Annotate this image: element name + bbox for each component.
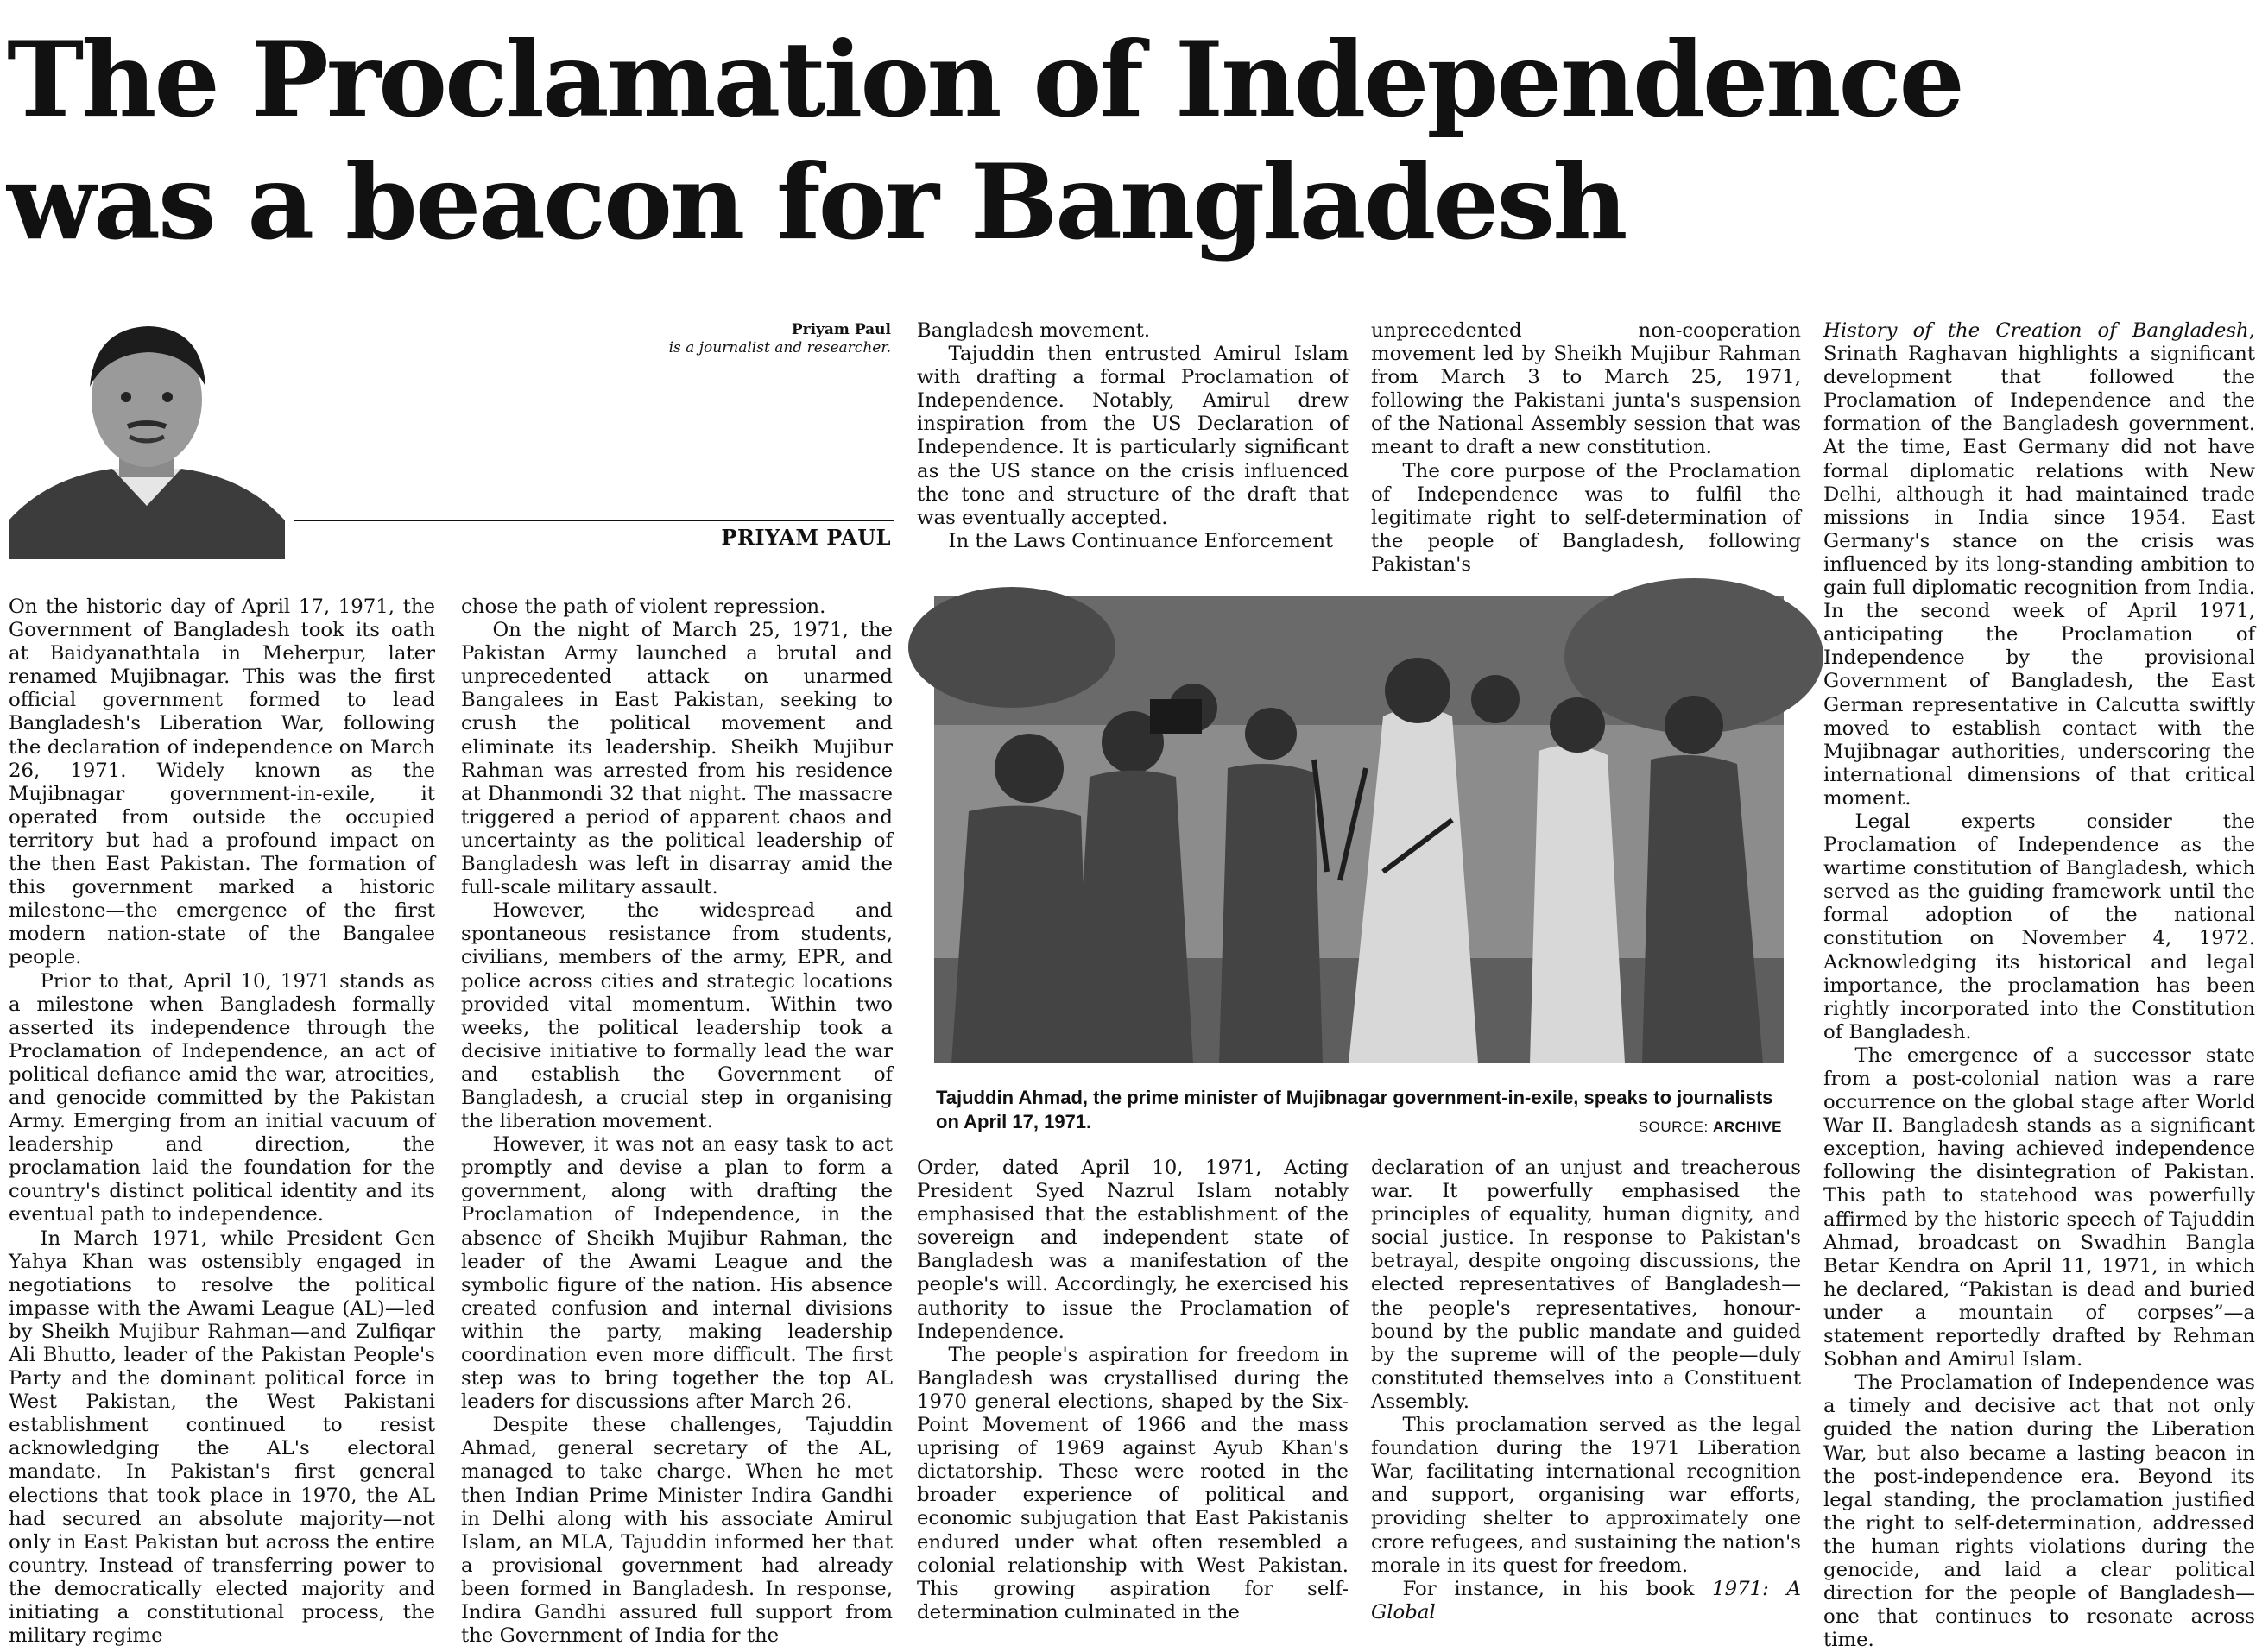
paragraph: The core purpose of the Proclamation of Independence was to fulfil the legitimate right to self-determination of the people of Bangladesh, following Pakistan's xyxy=(1371,459,1801,576)
author-photo xyxy=(9,300,285,559)
paragraph: However, it was not an easy task to act promptly and devise a plan to form a government, along with drafting the Proclamation of Independence, in the absence of Sheikh Mujibur Rahman, the leader of the Awami League and the symbolic figure of the nation. His absence created confusion and internal divisions within the party, making leadership coordination even more difficult. The first step was to bring together the top AL leaders for discussions after March 26. xyxy=(461,1133,893,1414)
paragraph: On the night of March 25, 1971, the Pakistan Army launched a brutal and unprecedented attack on unarmed Bangalees in East Pakistan, seeking to crush the political movement and eliminate its leadership. Sheikh Mujibur Rahman was arrested from his residence at Dhanmondi 32 that night. The massacre triggered a period of apparent chaos and uncertainty as the political leadership of Bangladesh was left in disarray amid the full-scale military assault. xyxy=(461,619,893,899)
headline-line-1: The Proclamation of Independence xyxy=(7,19,1962,141)
headline xyxy=(7,19,2252,264)
source-value: ARCHIVE xyxy=(1712,1119,1782,1135)
photo-source xyxy=(1639,1119,1782,1136)
archive-photo xyxy=(934,596,1784,1063)
paragraph: chose the path of violent repression. xyxy=(461,596,826,618)
text-run: , Srinath Raghavan highlights a significant development that followed the Proclamation of Independence and the formation of the Bangladesh government. At the time, East Germany did not have formal diplomatic relations with New Delhi, although it had maintained trade missions in India since 1954. East Germany's stance on the crisis was influenced by its long-standing ambition to gain full diplomatic recognition from India. In the second week of April 1971, anticipating the Proclamation of Independence by the provisional Government of Bangladesh, the East German representative in Calcutta swiftly moved to establish contact with the Mujibnagar authorities, underscoring the international dimensions of that critical moment. xyxy=(1823,319,2255,810)
paragraph: Despite these challenges, Tajuddin Ahmad, general secretary of the AL, managed to take charge. When he met then Indian Prime Minister Indira Gandhi in Delhi along with his associate Amirul Islam, an MLA, Tajuddin informed her that a provisional government had already been formed in Bangladesh. In response, Indira Gandhi assured full support from the Government of India for the xyxy=(461,1414,893,1648)
paragraph: On the historic day of April 17, 1971, the Government of Bangladesh took its oath at Baidyanathtala in Meherpur, later renamed Mujibnagar. This was the first official government formed to lead Bangladesh's Liberation War, following the declaration of independence on March 26, 1971. Widely known as the Mujibnagar government-in-exile, it operated from outside the occupied territory but had a profound impact on the then East Pakistan. The formation of this government marked a historic milestone—the emergence of the first modern nation-state of the Bangalee people. xyxy=(9,596,435,969)
photo-caption: Tajuddin Ahmad, the prime minister of Mujibnagar government-in-exile, speaks to journalists on April 17, 1971. xyxy=(936,1087,1773,1132)
paragraph: In March 1971, while President Gen Yahya Khan was ostensibly engaged in negotiations to resolve the political impasse with the Awami League (AL)—led by Sheikh Mujibur Rahman—and Zulfiqar Ali Bhutto, leader of the Pakistan People's Party and the dominant political force in West Pakistan, the West Pakistani establishment continued to resist acknowledging the AL's electoral mandate. In Pakistan's first general elections that took place in 1970, the AL had secured an absolute majority—not only in East Pakistan but across the entire country. Instead of transferring power to the democratically elected majority and initiating a constitutional process, the military regime xyxy=(9,1226,435,1648)
byline-rule xyxy=(294,520,894,521)
paragraph: The emergence of a successor state from a post-colonial nation was a rare occurrence on the global stage after World War II. Bangladesh stands as a significant exception, having achieved independence following the disintegration of Pakistan. This path to statehood was powerfully affirmed by the historic speech of Tajuddin Ahmad, broadcast on Swadhin Bangla Betar Kendra on April 11, 1971, in which he declared, “Pakistan is dead and buried under a mountain of corpses”—a statement reportedly drafted by Rehman Sobhan and Amirul Islam. xyxy=(1823,1044,2255,1371)
column-1 xyxy=(9,596,435,1648)
paragraph: Tajuddin then entrusted Amirul Islam with drafting a formal Proclamation of Independence. Notably, Amirul drew inspiration from the US Declaration of Independence. It is particularly significant as the US stance on the crisis influenced the tone and structure of the draft that was eventually accepted. xyxy=(917,343,1349,529)
book-title: 1971: A Global xyxy=(1371,1577,1801,1624)
column-3-top xyxy=(917,319,1349,563)
paragraph: The Proclamation of Independence was a timely and decisive act that not only guided the nation during the Liberation War, but also became a lasting beacon in the post-independence era. Beyond its legal standing, the proclamation justified the right to self-determination, addressed the human rights violations during the genocide, and laid a clear political direction for the people of Bangladesh—one that continues to resonate across time. xyxy=(1823,1371,2255,1652)
paragraph: Bangladesh movement. xyxy=(917,319,1151,342)
paragraph xyxy=(1823,319,2255,810)
source-label: SOURCE: xyxy=(1638,1119,1709,1135)
column-3-bottom xyxy=(917,1157,1349,1624)
author-tag: PRIYAM PAUL xyxy=(721,525,891,550)
column-5 xyxy=(1823,319,2255,1652)
paragraph: In the Laws Continuance Enforcement xyxy=(948,529,1334,552)
paragraph: However, the widespread and spontaneous resistance from students, civilians, members of the army, EPR, and police across cities and strategic locations provided vital momentum. Within two weeks, the political leadership took a decisive initiative to formally lead the war and establish the Government of Bangladesh, a crucial step in organising the liberation movement. xyxy=(461,899,893,1133)
paragraph: Legal experts consider the Proclamation of Independence as the wartime constitution of Bangladesh, which served as the guiding framework until the formal adoption of the national constitution on November 4, 1972. Acknowledging its historical and legal importance, the proclamation has been rightly incorporated into the Constitution of Bangladesh. xyxy=(1823,810,2255,1044)
text-run: For instance, in his book xyxy=(1402,1577,1713,1600)
paragraph: declaration of an unjust and treacherous war. It powerfully emphasised the principles of equality, human dignity, and social justice. In response to Pakistan's betrayal, despite ongoing discussions, the elected representatives of Bangladesh—the people's representatives, honour-bound by the public mandate and guided by the supreme will of the people—duly constituted themselves into a Constituent Assembly. xyxy=(1371,1157,1801,1413)
byline-description: is a journalist and researcher. xyxy=(668,339,891,356)
column-2 xyxy=(461,596,893,1648)
headline-line-2: was a beacon for Bangladesh xyxy=(7,142,1626,263)
column-4-top xyxy=(1371,319,1801,576)
paragraph: This proclamation served as the legal foundation during the 1971 Liberation War, facilitating international recognition and support, organising war efforts, providing shelter to approximately one crore refugees, and sustaining the nation's morale in its quest for freedom. xyxy=(1371,1414,1801,1577)
book-title: History of the Creation of Bangladesh xyxy=(1823,319,2249,342)
paragraph: unprecedented non-cooperation movement led by Sheikh Mujibur Rahman from March 3 to March 25, 1971, following the Pakistani junta's suspension of the National Assembly session that was meant to draft a new constitution. xyxy=(1371,319,1801,459)
paragraph xyxy=(1371,1578,1801,1624)
paragraph: Prior to that, April 10, 1971 stands as a milestone when Bangladesh formally asserted its independence through the Proclamation of Independence, an act of political defiance amid the war, atrocities, and genocide committed by the Pakistan Army. Emerging from an initial vacuum of leadership and direction, the proclamation laid the foundation for the country's distinct political identity and its eventual path to independence. xyxy=(9,969,435,1226)
paragraph: The people's aspiration for freedom in Bangladesh was crystallised during the 1970 general elections, shaped by the Six-Point Movement of 1966 and the mass uprising of 1969 against Ayub Khan's dictatorship. These were rooted in the broader experience of political and economic subjugation that East Pakistanis endured under what often resembled a colonial relationship with West Pakistan. This growing aspiration for self-determination culminated in the xyxy=(917,1343,1349,1624)
byline xyxy=(669,321,891,357)
column-4-bottom xyxy=(1371,1157,1801,1624)
paragraph: Order, dated April 10, 1971, Acting President Syed Nazrul Islam notably emphasised that the establishment of the sovereign and independent state of Bangladesh was a manifestation of the people's will. Accordingly, he exercised his authority to issue the Proclamation of Independence. xyxy=(917,1157,1349,1343)
byline-name: Priyam Paul xyxy=(791,321,891,338)
